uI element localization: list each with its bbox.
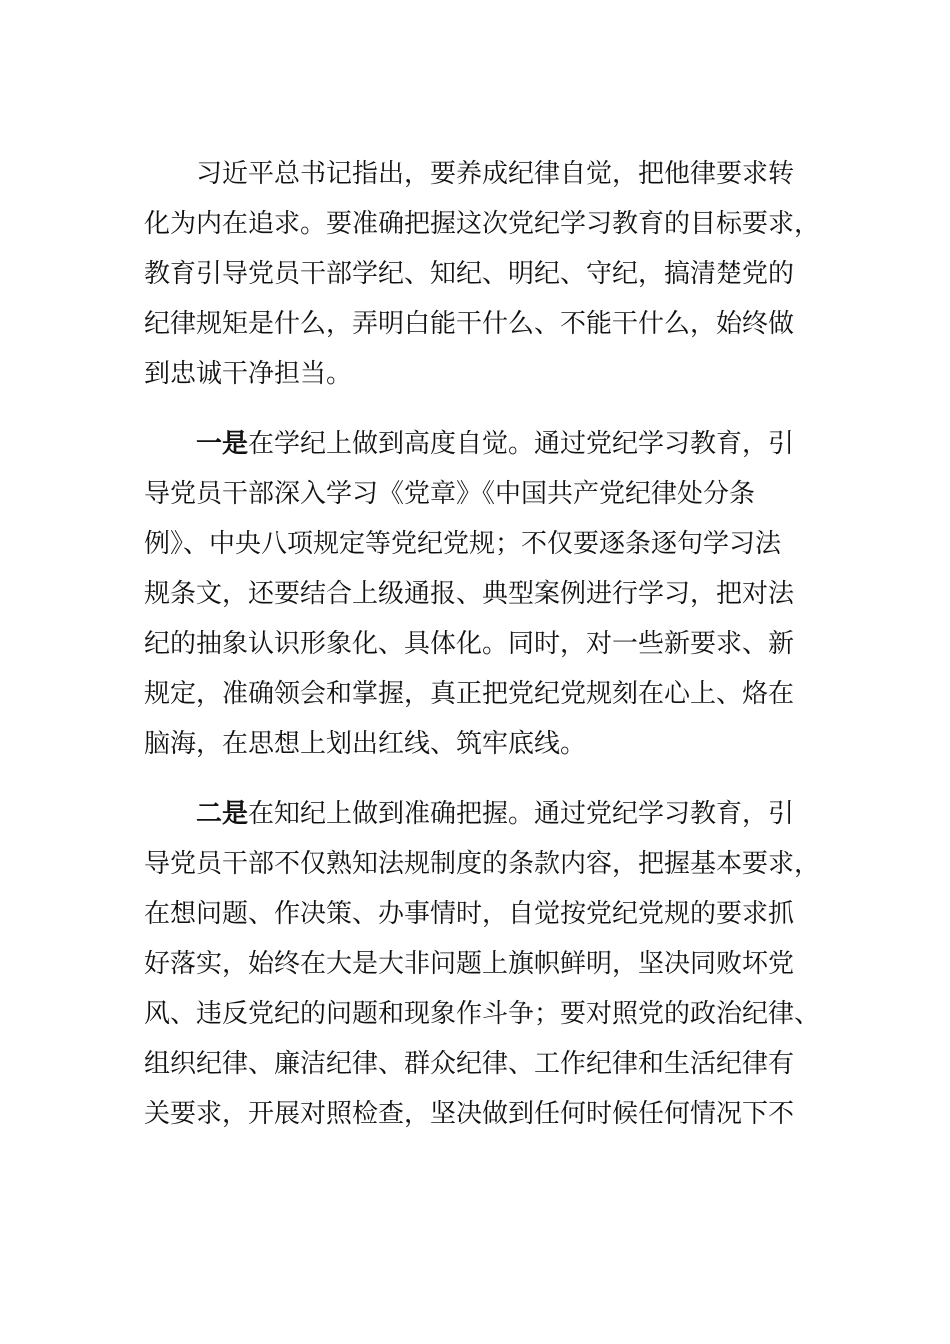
document-page bbox=[144, 149, 824, 1159]
text-line: 规定，准确领会和掌握，真正把党纪党规刻在心上、烙在 bbox=[144, 679, 795, 709]
text-line: 到忠诚干净担当。 bbox=[144, 359, 353, 389]
text-line bbox=[144, 789, 824, 839]
text-line: 关要求，开展对照检查，坚决做到任何时候任何情况下不 bbox=[144, 1099, 795, 1129]
paragraph-first-point bbox=[144, 419, 824, 769]
text-line: 好落实，始终在大是大非问题上旗帜鲜明，坚决同败坏党 bbox=[144, 949, 795, 979]
text-line: 纪律规矩是什么，弄明白能干什么、不能干什么，始终做 bbox=[144, 309, 795, 339]
point-lead: 二是 bbox=[196, 799, 249, 829]
text-line: 风、违反党纪的问题和现象作斗争；要对照党的政治纪律、 bbox=[144, 999, 821, 1029]
paragraph-second-point bbox=[144, 789, 824, 1139]
text-line: 教育引导党员干部学纪、知纪、明纪、守纪，搞清楚党的 bbox=[144, 259, 795, 289]
text-line: 习近平总书记指出，要养成纪律自觉，把他律要求转 bbox=[196, 159, 795, 189]
text-line: 在想问题、作决策、办事情时，自觉按党纪党规的要求抓 bbox=[144, 899, 795, 929]
paragraph-intro bbox=[144, 149, 824, 399]
text-line: 脑海，在思想上划出红线、筑牢底线。 bbox=[144, 729, 587, 759]
text-line: 导党员干部深入学习《党章》《中国共产党纪律处分条 bbox=[144, 479, 756, 509]
text-line: 化为内在追求。要准确把握这次党纪学习教育的目标要求， bbox=[144, 209, 821, 239]
text-line-rest: 在知纪上做到准确把握。通过党纪学习教育，引 bbox=[248, 799, 795, 829]
text-line: 组织纪律、廉洁纪律、群众纪律、工作纪律和生活纪律有 bbox=[144, 1049, 795, 1079]
text-line: 纪的抽象认识形象化、具体化。同时，对一些新要求、新 bbox=[144, 629, 795, 659]
point-lead: 一是 bbox=[196, 429, 249, 459]
text-line: 规条文，还要结合上级通报、典型案例进行学习，把对法 bbox=[144, 579, 795, 609]
text-line-rest: 在学纪上做到高度自觉。通过党纪学习教育，引 bbox=[248, 429, 795, 459]
text-line: 例》、中央八项规定等党纪党规；不仅要逐条逐句学习法 bbox=[144, 529, 782, 559]
text-line: 导党员干部不仅熟知法规制度的条款内容，把握基本要求， bbox=[144, 849, 821, 879]
text-line bbox=[144, 419, 824, 469]
